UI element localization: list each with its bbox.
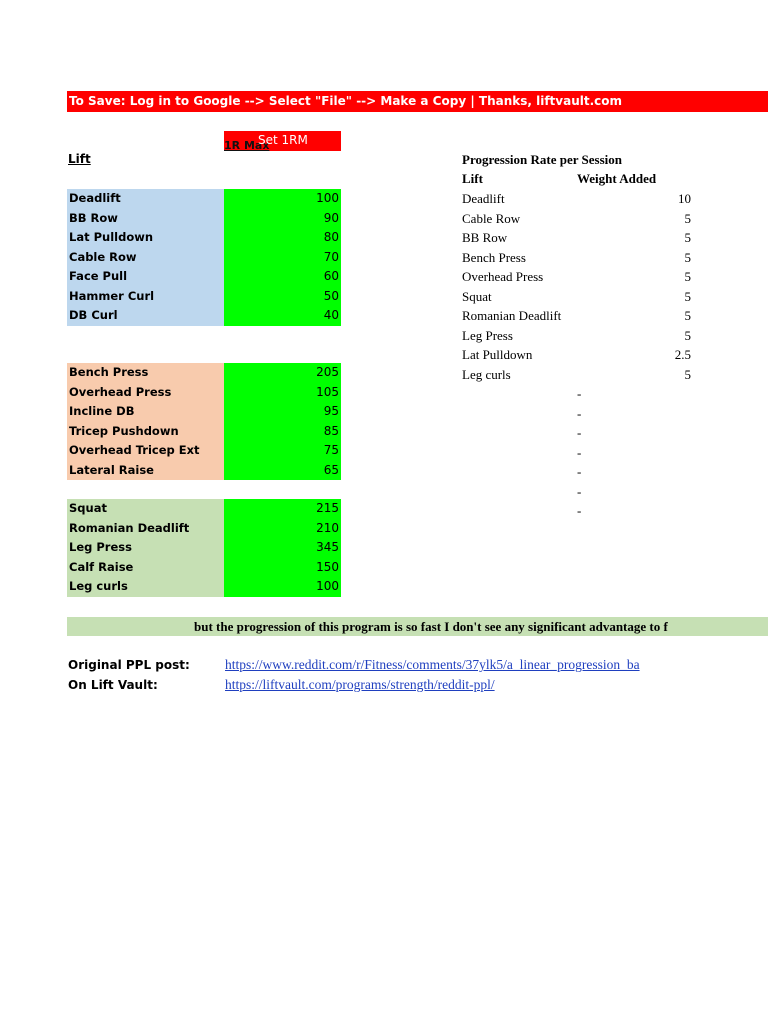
table-row <box>67 248 341 268</box>
progression-lift-cell[interactable]: Deadlift <box>462 191 505 206</box>
max-value-cell[interactable]: 70 <box>224 248 341 268</box>
progression-weight-cell[interactable]: 5 <box>684 210 691 226</box>
max-value-cell[interactable]: 95 <box>224 402 341 422</box>
max-value-cell[interactable]: 75 <box>224 441 341 461</box>
lift-name-cell[interactable]: Squat <box>67 499 224 519</box>
lift-name-cell[interactable]: Face Pull <box>67 267 224 287</box>
progression-lift-cell[interactable]: Lat Pulldown <box>462 347 533 362</box>
empty-dash-cell[interactable]: - <box>577 425 582 440</box>
liftvault-link[interactable]: https://liftvault.com/programs/strength/reddit-ppl/ <box>225 677 495 692</box>
lift-name-cell[interactable]: Calf Raise <box>67 558 224 578</box>
max-value-cell[interactable]: 105 <box>224 383 341 403</box>
table-row <box>462 248 693 268</box>
table-row <box>67 499 341 519</box>
table-row <box>462 209 693 229</box>
note-bar <box>67 617 768 636</box>
lift-name-cell[interactable]: Lateral Raise <box>67 461 224 481</box>
table-row <box>462 267 693 287</box>
progression-lift-cell[interactable]: Overhead Press <box>462 269 544 284</box>
lift-name-cell[interactable]: DB Curl <box>67 306 224 326</box>
progression-weight-cell[interactable]: 5 <box>684 308 691 323</box>
empty-dash-cell[interactable]: - <box>577 444 582 460</box>
empty-dash-cell[interactable]: - <box>577 405 582 421</box>
lift-name-cell[interactable]: Overhead Tricep Ext <box>67 441 224 461</box>
empty-dash-cell[interactable]: - <box>577 386 582 401</box>
table-row <box>462 287 693 307</box>
lift-name-cell[interactable]: Cable Row <box>67 248 224 268</box>
progression-lift-cell[interactable]: Leg Press <box>462 327 513 343</box>
table-row <box>67 267 341 287</box>
save-instructions-banner: To Save: Log in to Google --> Select "File" --> Make a Copy | Thanks, liftvault.com <box>67 91 768 112</box>
progression-lift-cell[interactable]: Squat <box>462 288 492 304</box>
progression-title: Progression Rate per Session <box>462 152 622 167</box>
empty-dash-cell[interactable]: - <box>577 483 582 499</box>
lift-name-cell[interactable]: Leg curls <box>67 577 224 597</box>
max-value-cell[interactable]: 150 <box>224 558 341 578</box>
max-value-cell[interactable]: 80 <box>224 228 341 248</box>
table-row <box>67 383 341 403</box>
lift-name-cell[interactable]: Lat Pulldown <box>67 228 224 248</box>
progression-weight-cell[interactable]: 5 <box>684 249 691 265</box>
progression-weight-cell[interactable]: 5 <box>684 366 691 382</box>
table-row <box>462 326 693 346</box>
one-rep-max-header: 1R Max <box>224 139 270 152</box>
table-row <box>67 422 341 442</box>
max-value-cell[interactable]: 40 <box>224 306 341 326</box>
lift-name-cell[interactable]: Incline DB <box>67 402 224 422</box>
lift-name-cell[interactable]: Tricep Pushdown <box>67 422 224 442</box>
max-value-cell[interactable]: 215 <box>224 499 341 519</box>
table-row <box>462 228 693 248</box>
set-1rm-label: Set 1RM <box>258 133 308 147</box>
table-row <box>67 519 341 539</box>
max-value-cell[interactable]: 100 <box>224 189 341 209</box>
lift-name-cell[interactable]: Romanian Deadlift <box>67 519 224 539</box>
original-post-label: Original PPL post: <box>68 658 190 672</box>
max-value-cell[interactable]: 60 <box>224 267 341 287</box>
table-row <box>462 306 693 326</box>
table-row <box>67 228 341 248</box>
table-row <box>67 538 341 558</box>
table-row <box>67 441 341 461</box>
max-value-cell[interactable]: 210 <box>224 519 341 539</box>
lift-name-cell[interactable]: BB Row <box>67 209 224 229</box>
max-value-cell[interactable]: 85 <box>224 422 341 442</box>
progression-lift-cell[interactable]: BB Row <box>462 230 508 245</box>
original-post-link[interactable]: https://www.reddit.com/r/Fitness/comments/37ylk5/a_linear_progression_ba <box>225 657 640 672</box>
max-value-cell[interactable]: 50 <box>224 287 341 307</box>
progression-weight-cell[interactable]: 5 <box>684 288 691 304</box>
max-value-cell[interactable]: 205 <box>224 363 341 383</box>
empty-dash-cell[interactable]: - <box>577 464 582 479</box>
progression-weight-cell[interactable]: 10 <box>678 191 691 206</box>
table-row <box>67 577 341 597</box>
table-row <box>67 209 341 229</box>
progression-lift-header: Lift <box>462 171 483 186</box>
table-row <box>67 287 341 307</box>
progression-lift-cell[interactable]: Leg curls <box>462 366 511 382</box>
note-text: but the progression of this program is so fast I don't see any significant advantage to f <box>194 619 668 634</box>
table-row <box>67 363 341 383</box>
lift-name-cell[interactable]: Deadlift <box>67 189 224 209</box>
table-row <box>67 306 341 326</box>
progression-weight-cell[interactable]: 2.5 <box>674 347 691 362</box>
lift-column-header: Lift <box>68 152 91 166</box>
progression-weight-cell[interactable]: 5 <box>684 230 691 245</box>
max-value-cell[interactable]: 90 <box>224 209 341 229</box>
max-value-cell[interactable]: 65 <box>224 461 341 481</box>
empty-dash-cell[interactable]: - <box>577 503 582 518</box>
table-row <box>462 189 693 209</box>
progression-lift-cell[interactable]: Bench Press <box>462 249 526 265</box>
progression-weight-header: Weight Added <box>577 171 657 186</box>
lift-name-cell[interactable]: Leg Press <box>67 538 224 558</box>
max-value-cell[interactable]: 100 <box>224 577 341 597</box>
progression-lift-cell[interactable]: Cable Row <box>462 210 521 226</box>
max-value-cell[interactable]: 345 <box>224 538 341 558</box>
table-row <box>67 402 341 422</box>
table-row <box>462 365 693 385</box>
table-row <box>67 558 341 578</box>
lift-name-cell[interactable]: Hammer Curl <box>67 287 224 307</box>
progression-weight-cell[interactable]: 5 <box>684 269 691 284</box>
progression-lift-cell[interactable]: Romanian Deadlift <box>462 308 562 323</box>
progression-weight-cell[interactable]: 5 <box>684 327 691 343</box>
lift-name-cell[interactable]: Overhead Press <box>67 383 224 403</box>
lift-name-cell[interactable]: Bench Press <box>67 363 224 383</box>
table-row <box>67 461 341 481</box>
table-row <box>462 345 693 365</box>
liftvault-label: On Lift Vault: <box>68 678 158 692</box>
table-row <box>67 189 341 209</box>
